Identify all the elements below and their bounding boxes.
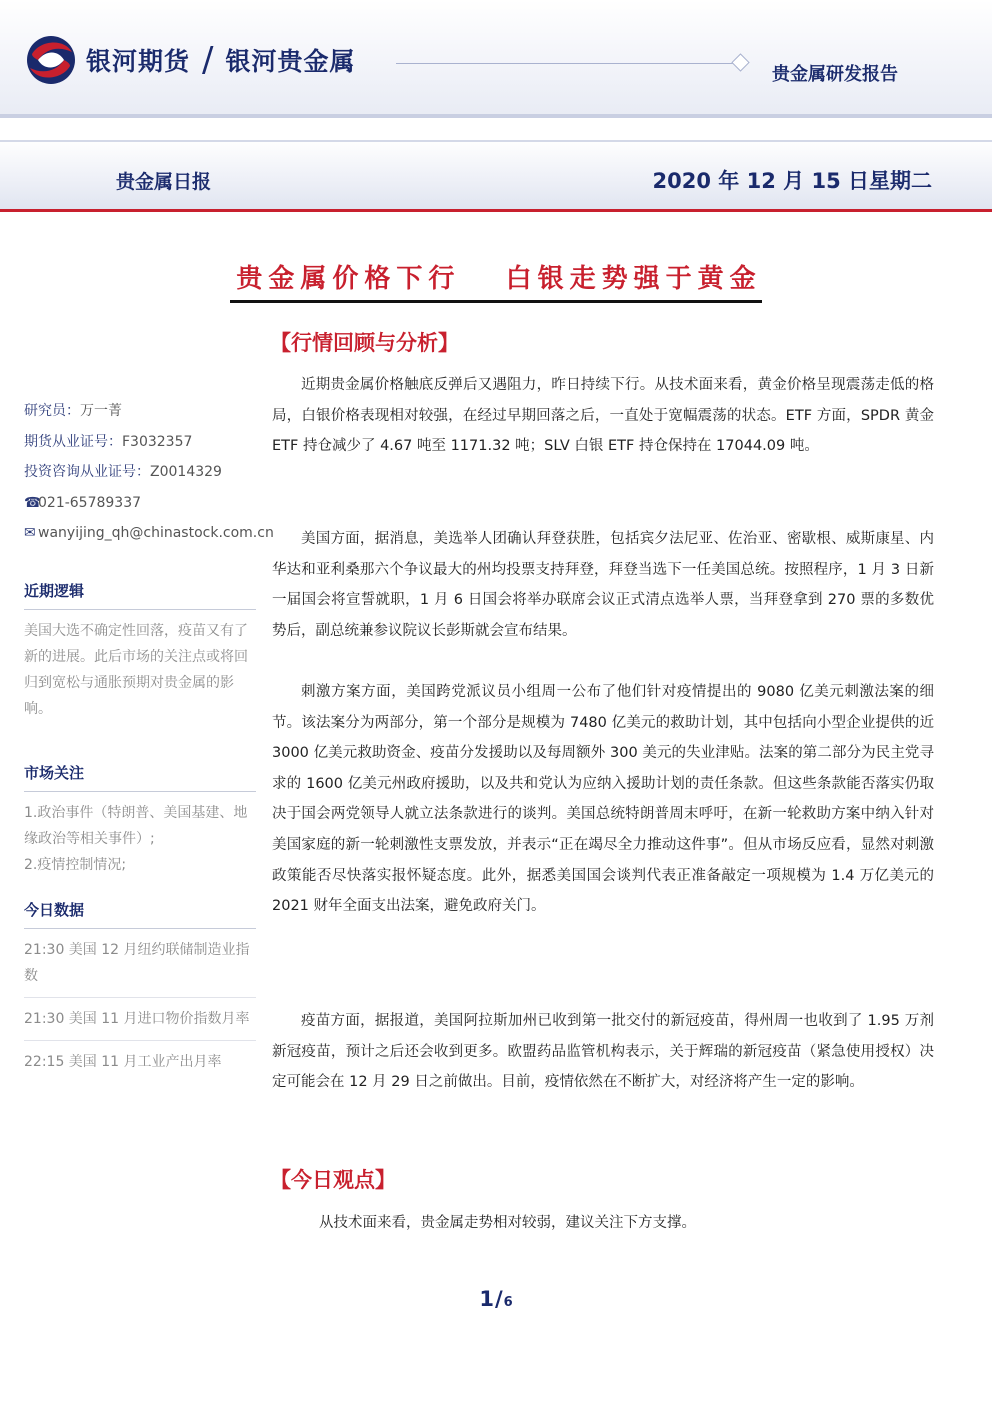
item-separator bbox=[24, 1040, 256, 1041]
license-value: F3032357 bbox=[122, 433, 193, 450]
section-rule bbox=[24, 928, 256, 929]
paragraph-market-review: 近期贵金属价格触底反弹后又遇阻力，昨日持续下行。从技术面来看，黄金价格呈现震荡走低的格局，白银价格表现相对较强，在经过早期回落之后，一直处于宽幅震荡的状态。ETF 方面，SPDR 黄金 ETF 持仓减少了 4.67 吨至 1171.32 吨；SLV 白银 ETF 持仓保持在 17044.09 吨。 bbox=[272, 377, 934, 455]
analyst-label: 研究员： bbox=[24, 403, 80, 419]
email-row bbox=[24, 518, 274, 549]
page-separator: / bbox=[494, 1287, 503, 1311]
market-focus-heading: 市场关注 bbox=[24, 764, 85, 782]
market-focus-item: 1.政治事件（特朗普、美国基建、地缘政治等相关事件）; bbox=[24, 805, 248, 847]
page-title: 贵金属价格下行 白银走势强于黄金 bbox=[230, 258, 761, 303]
today-data-section bbox=[24, 899, 256, 1075]
report-type: 贵金属研发报告 bbox=[772, 64, 898, 85]
paragraph-stimulus: 刺激方案方面，美国跨党派议员小组周一公布了他们针对疫情提出的 9080 亿美元刺激法案的细节。该法案分为两部分，第一个部分是规模为 7480 亿美元的救助计划，其中包括向小型企业提供的近 3000 亿美元救助资金、疫苗分发援助以及每周额外 300 美元的失业津贴。法案的第二部分为民主党寻求的 1600 亿美元州政府援助，以及共和党认为应纳入援助计划的责任条款。但这些条款能否落实仍取决于国会两党领导人就立法条款进行的谈判。美国总统特朗普周末呼吁，在新一轮救助方案中纳入针对美国家庭的新一轮刺激性支票发放，并表示“正在竭尽全力推动这件事”。但从市场反应看，显然对刺激政策能否尽快落实报怀疑态度。此外，据悉美国国会谈判代表正准备敲定一项规模为 1.4 万亿美元的 2021 财年全面支出法案，避免政府关门。 bbox=[272, 684, 934, 915]
section-rule bbox=[24, 791, 256, 792]
analyst-name: 万一菁 bbox=[80, 403, 122, 419]
band-top-rule bbox=[0, 140, 992, 142]
consult-value: Z0014329 bbox=[150, 464, 222, 480]
page-current: 1 bbox=[479, 1287, 494, 1311]
view-heading: 【今日观点】 bbox=[270, 1168, 396, 1192]
license-label: 期货从业证号： bbox=[24, 433, 122, 450]
paragraph-vaccine: 疫苗方面，据报道，美国阿拉斯加州已收到第一批交付的新冠疫苗，得州周一也收到了 1.95 万剂新冠疫苗，预计之后还会收到更多。欧盟药品监管机构表示，关于辉瑞的新冠疫苗（紧急使用授权）决定可能会在 12 月 29 日之前做出。目前，疫情依然在不断扩大，对经济将产生一定的影响。 bbox=[272, 1013, 934, 1091]
email-address: wanyijing_qh@chinastock.com.cn bbox=[38, 525, 274, 541]
phone-number: 021-65789337 bbox=[38, 494, 142, 511]
header-divider bbox=[0, 114, 992, 118]
phone-icon: ☎ bbox=[24, 494, 42, 511]
market-focus-section bbox=[24, 762, 256, 878]
item-separator bbox=[24, 997, 256, 998]
decorative-line bbox=[396, 63, 734, 64]
brand-primary: 银河期货 bbox=[86, 47, 191, 76]
recent-logic-heading: 近期逻辑 bbox=[24, 582, 85, 600]
analysis-heading: 【行情回顾与分析】 bbox=[270, 331, 459, 355]
page-number bbox=[0, 1287, 992, 1311]
license-row bbox=[24, 427, 256, 458]
today-data-item: 22:15 美国 11 月工业产出月率 bbox=[24, 1054, 222, 1070]
analyst-info bbox=[24, 396, 274, 549]
galaxy-logo-icon bbox=[24, 34, 78, 86]
consult-label: 投资咨询从业证号： bbox=[24, 464, 150, 480]
view-text: 从技术面来看，贵金属走势相对较弱，建议关注下方支撑。 bbox=[319, 1215, 696, 1231]
page-total: 6 bbox=[503, 1295, 513, 1310]
today-data-heading: 今日数据 bbox=[24, 901, 85, 919]
report-date: 2020 年 12 月 15 日星期二 bbox=[652, 169, 932, 193]
consult-row bbox=[24, 457, 256, 488]
market-focus-item: 2.疫情控制情况; bbox=[24, 857, 127, 873]
brand-secondary: 银河贵金属 bbox=[225, 47, 356, 76]
today-data-item: 21:30 美国 12 月纽约联储制造业指数 bbox=[24, 942, 250, 984]
paragraph-us-election: 美国方面，据消息，美选举人团确认拜登获胜，包括宾夕法尼亚、佐治亚、密歇根、威斯康星、内华达和亚利桑那六个争议最大的州均投票支持拜登，拜登当选下一任美国总统。按照程序，1 月 3 日新一届国会将宣誓就职，1 月 6 日国会将举办联席会议正式清点选举人票，当拜登拿到 270 票的多数优势后，副总统兼参议院议长彭斯就会宣布结果。 bbox=[272, 531, 934, 639]
mail-icon: ✉ bbox=[24, 525, 36, 541]
report-series: 贵金属日报 bbox=[116, 171, 212, 193]
analyst-row bbox=[24, 396, 256, 427]
brand-separator: / bbox=[202, 40, 214, 80]
phone-row bbox=[24, 488, 256, 519]
recent-logic-section bbox=[24, 580, 256, 722]
band-red-rule bbox=[0, 209, 992, 212]
recent-logic-text: 美国大选不确定性回落，疫苗又有了新的进展。此后市场的关注点或将回归到宽松与通胀预期对贵金属的影响。 bbox=[24, 623, 248, 717]
today-data-item: 21:30 美国 11 月进口物价指数月率 bbox=[24, 1011, 250, 1027]
brand-logo-group bbox=[24, 34, 356, 86]
title-wrap bbox=[0, 258, 992, 303]
section-rule bbox=[24, 609, 256, 610]
